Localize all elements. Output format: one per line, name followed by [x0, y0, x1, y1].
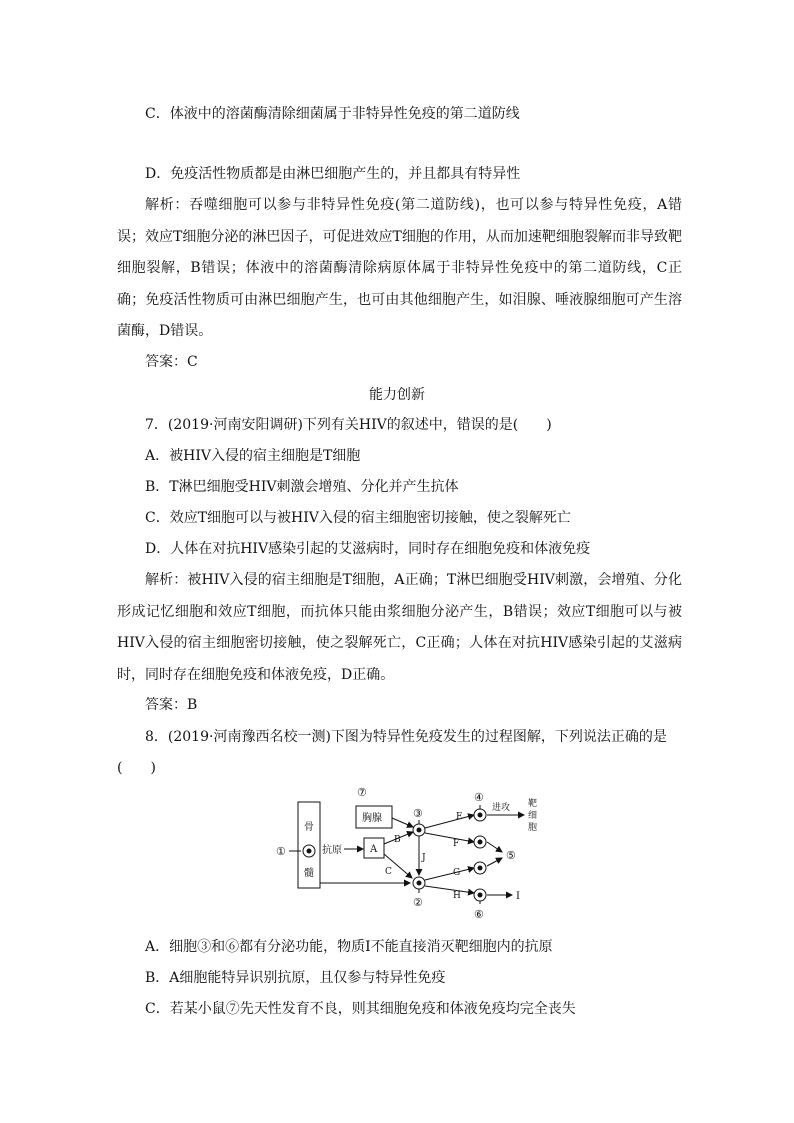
q8-option-c: C．若某小鼠⑦先天性发育不良，则其细胞免疫和体液免疫均完全丧失 [145, 1001, 576, 1017]
label-c: C [385, 867, 392, 877]
label-circle-5: ⑤ [506, 849, 516, 862]
target-cell-label-1: 靶 [528, 799, 538, 809]
cell-bone-marrow [303, 845, 315, 857]
q7-option-c: C．效应T细胞可以与被HIV入侵的宿主细胞密切接触，使之裂解死亡 [145, 510, 571, 526]
thymus-label: 胸腺 [362, 813, 382, 824]
cell-4 [474, 809, 486, 821]
q8-stem-paren: ( ) [117, 760, 156, 776]
cell-6 [474, 889, 486, 901]
analysis-prev: 解析：吞噬细胞可以参与非特异性免疫(第二道防线)，也可以参与特异性免疫，A错误；效应T细胞分泌的淋巴因子，可促进效应T细胞的作用，从而加速靶细胞裂解而非导致靶细胞裂解，B错误；体液中的溶菌酶清除病原体属于非特异性免疫中的第二道防线，C正确；免疫活性物质可由淋巴细胞产生，也可由其他细胞产生，如泪腺、唾液腺细胞可产生溶菌酶，D错误。 [117, 197, 682, 340]
bone-marrow-label-2: 髓 [304, 868, 314, 879]
option-c-prev: C．体液中的溶菌酶清除细菌属于非特异性免疫的第二道防线 [145, 106, 520, 122]
attack-label: 进攻 [492, 803, 511, 813]
cell-2 [413, 877, 425, 889]
section-title: 能力创新 [369, 387, 425, 403]
label-h: H [453, 891, 461, 901]
q7-option-d: D．人体在对抗HIV感染引起的艾滋病时，同时存在细胞免疫和体液免疫 [145, 541, 591, 557]
target-cell-label-2: 细 [528, 811, 538, 821]
label-e: E [456, 812, 463, 822]
immune-process-diagram [270, 780, 560, 930]
label-circle-6: ⑥ [474, 908, 484, 921]
q7-option-b: B．T淋巴细胞受HIV刺激会增殖、分化并产生抗体 [145, 479, 459, 495]
target-cell-label-3: 胞 [528, 823, 538, 833]
q8-option-b: B．A细胞能特异识别抗原，且仅参与特异性免疫 [145, 970, 446, 986]
label-j: J [422, 853, 426, 863]
q8-stem: 8．(2019·河南豫西名校一测)下图为特异性免疫发生的过程图解，下列说法正确的是 [145, 729, 667, 745]
q7-answer: 答案：B [145, 697, 198, 713]
cell-g [474, 862, 486, 874]
label-circle-3: ③ [413, 807, 423, 820]
cell-f [474, 836, 486, 848]
option-d-prev: D．免疫活性物质都是由淋巴细胞产生的，并且都具有特异性 [145, 166, 521, 182]
q7-analysis: 解析：被HIV入侵的宿主细胞是T细胞，A正确；T淋巴细胞受HIV刺激，会增殖、分化形成记忆细胞和效应T细胞，而抗体只能由浆细胞分泌产生，B错误；效应T细胞可以与被HIV入侵的宿主细胞密切接触，使之裂解死亡，C正确；人体在对抗HIV感染引起的艾滋病时，同时存在细胞免疫和体液免疫，D正确。 [117, 572, 682, 683]
label-b: B [394, 835, 401, 845]
q7-stem: 7．(2019·河南安阳调研)下列有关HIV的叙述中，错误的是( ) [145, 417, 552, 433]
box-a-label: A [370, 844, 378, 855]
q8-option-a: A．细胞③和⑥都有分泌功能，物质Ⅰ不能直接消灭靶细胞内的抗原 [145, 939, 553, 955]
label-circle-2: ② [413, 896, 423, 909]
antigen-label: 抗原 [322, 845, 342, 856]
label-f: F [453, 839, 460, 849]
bone-marrow-label-1: 骨 [304, 822, 314, 833]
label-circle-4: ④ [474, 791, 484, 804]
cell-3 [413, 824, 425, 836]
q7-option-a: A．被HIV入侵的宿主细胞是T细胞 [145, 448, 361, 464]
answer-prev: 答案：C [145, 354, 198, 370]
label-circle-7: ⑦ [357, 786, 367, 799]
label-g: G [453, 868, 461, 878]
substance-i-label: Ⅰ [516, 891, 520, 902]
label-circle-1: ① [276, 845, 286, 858]
